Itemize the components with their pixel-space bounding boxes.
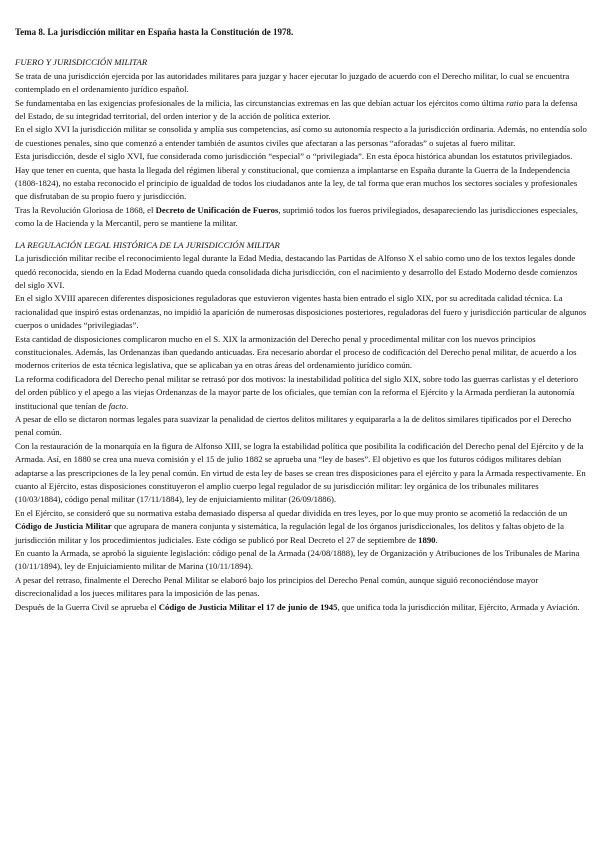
document-title: Tema 8. La jurisdicción militar en España hasta la Constitución de 1978. [15,27,294,37]
section-heading-fuero: FUERO Y JURISDICCIÓN MILITAR [15,57,148,68]
paragraph: A pesar de ello se dictaron normas legales para suavizar la penalidad de ciertos delitos militares y equipararla a la de delitos similares tipificados por el Derecho penal común. [15,413,572,438]
paragraph: Esta jurisdicción, desde el siglo XVI, fue considerada como jurisdicción “especial” o “privilegiada”. En esta época histórica abundan los estatutos privilegiados. Hay que tener en cuenta, que hasta la llegada del régimen liberal y constitucional, que comienza a implantarse en España durante la Guerra de la Independencia (1808-1824), no estaba reconocido el principio de igualdad de todos los ciudadanos ante la ley, de tal forma que eran muchos los sectores sociales y profesionales que disfrutaban de su propio fuero y jurisdicción. [15,151,578,202]
paragraph: Esta cantidad de disposiciones complicaron mucho en el S. XIX la armonización del Derecho penal y procedimental militar con los nuevos principios constitucionales. Además, las Ordenanzas iban quedando anticuadas. Era necesario abordar el proceso de codificación del Derecho penal militar, de acuerdo a los modernos criterios de esta técnica legislativa, que se aplicaban ya en otras áreas del ordenamiento jurídico común. [15,333,577,371]
section-heading-regulacion: LA REGULACIÓN LEGAL HISTÓRICA DE LA JURISDICCIÓN MILITAR [15,239,280,250]
paragraph: En cuanto la Armada, se aprobó la siguiente legislación: código penal de la Armada (24/08/1888), ley de Organización y Atribuciones de los Tribunales de Marina (10/11/1894), ley de Enjuiciamiento militar de Marina (10/11/1894). [15,548,580,572]
paragraph: Tras la Revolución Gloriosa de 1868, el Decreto de Unificación de Fueros, suprimió todos los fueros privilegiados, desapareciendo las jurisdicciones especiales, como la de Hacienda y la Mercantil, pero se mantiene la militar. [15,204,578,229]
paragraph: La reforma codificadora del Derecho penal militar se retrasó por dos motivos: la inestabilidad política del siglo XIX, sobre todo las guerras carlistas y el deterioro del orden público y el apego a las viejas Ordenanzas de la mayor parte de los oficiales, que temían con la reforma el Ejército y la Armada perdieran la autonomía institucional que tenían de facto. [15,373,579,411]
document-page [15,26,587,614]
paragraph: Se trata de una jurisdicción ejercida por las autoridades militares para juzgar y hacer ejecutar lo juzgado de acuerdo con el Derecho militar, lo cual se encuentra contemplado en el ordenamiento jurídico español. [15,70,570,95]
paragraph: En el siglo XVI la jurisdicción militar se consolida y amplía sus competencias, así como su autonomía respecto a la jurisdicción ordinaria. Además, no entendía solo de cuestiones penales, sino que comenzó a entender también de asuntos civiles que afectaran a las personas “aforadas” o sujetas al fuero militar. [15,124,587,148]
paragraph: En el siglo XVIII aparecen diferentes disposiciones reguladoras que estuvieron vigentes hasta bien entrado el siglo XIX, por su acreditada calidad técnica. La racionalidad que inspiró estas ordenanzas, no impidió la aparición de numerosas disposiciones posteriores, reguladoras del fuero y jurisdicción particular de algunos cuerpos o unidades “privilegiadas”. [15,293,587,331]
paragraph: En el Ejército, se consideró que su normativa estaba demasiado dispersa al quedar dividida en tres leyes, por lo que muy pronto se acometió la redacción de un Código de Justicia Militar que agrupara de manera conjunta y sistemática, la regulación legal de los órganos jurisdiccionales, los delitos y faltas objeto de la jurisdicción militar y los procedimientos judiciales. Este código se publicó por Real Decreto el 27 de septiembre de 1890. [15,507,568,545]
paragraph: Con la restauración de la monarquía en la figura de Alfonso XIII, se logra la estabilidad política que posibilita la codificación del Derecho penal del Ejército y de la Armada. Así, en 1880 se crea una nueva comisión y el 15 de julio 1882 se aprueba una “ley de bases”. El objetivo es que los futuros códigos militares debían adaptarse a las prescripciones de la ley penal común. En virtud de esta ley de bases se crean tres disposiciones para el ejército y para la Armada respectivamente. En cuanto al Ejército, estas disposiciones constituyeron el amplio cuerpo legal regulador de su jurisdicción militar: ley orgánica de los tribunales militares (10/03/1884), código penal militar (17/11/1884), ley de enjuiciamiento militar (26/09/1886). [15,440,586,505]
paragraph: Se fundamentaba en las exigencias profesionales de la milicia, las circunstancias extremas en las que debían actuar los ejércitos como última ratio para la defensa del Estado, de su integridad territorial, del orden interior y de la acción de política exterior. [15,97,578,122]
paragraph: Después de la Guerra Civil se aprueba el Código de Justicia Militar el 17 de junio de 1945, que unifica toda la jurisdicción militar, Ejército, Armada y Aviación. [15,601,580,612]
paragraph: A pesar del retraso, finalmente el Derecho Penal Militar se elaboró bajo los principios del Derecho Penal común, aunque siguió reconociéndose mayor discrecionalidad a los jueces militares para la imposición de las penas. [15,574,539,599]
paragraph: La jurisdicción militar recibe el reconocimiento legal durante la Edad Media, destacando las Partidas de Alfonso X el sabio como uno de los textos legales donde quedó reconocida, siendo en la Edad Moderna cuando queda consolidada dicha jurisdicción, con el nacimiento y desarrollo del Estado Moderno desde comienzos del siglo XVI. [15,253,578,290]
